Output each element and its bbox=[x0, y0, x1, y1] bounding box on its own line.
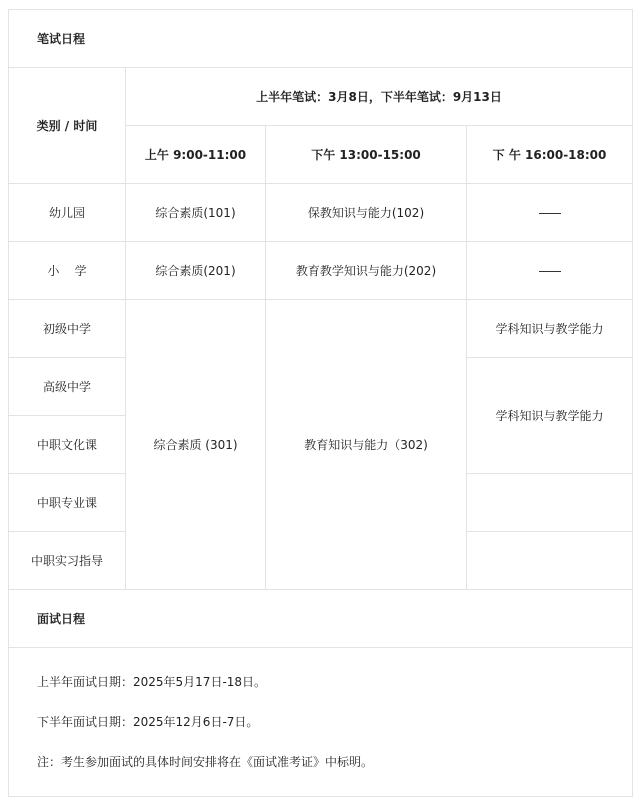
row-label-junior: 初级中学 bbox=[9, 300, 126, 358]
not-applicable-dash bbox=[539, 271, 561, 272]
interview-first-half: 上半年面试日期：2025年5月17日-18日。 bbox=[37, 675, 267, 689]
exam-schedule-table bbox=[8, 9, 633, 797]
cell-kindergarten-afternoon2 bbox=[467, 184, 633, 242]
written-exam-title: 笔试日程 bbox=[9, 10, 633, 68]
cell-primary-morning: 综合素质(201) bbox=[126, 242, 266, 300]
afternoon-session-2-header: 下 午 16:00-18:00 bbox=[467, 126, 633, 184]
afternoon-session-1-header: 下午 13:00-15:00 bbox=[266, 126, 467, 184]
cell-junior-afternoon2: 学科知识与教学能力 bbox=[467, 300, 633, 358]
row-label-voc-major: 中职专业课 bbox=[9, 474, 126, 532]
cell-voc-practice-afternoon2 bbox=[467, 532, 633, 590]
row-label-voc-practice: 中职实习指导 bbox=[9, 532, 126, 590]
cell-primary-afternoon2 bbox=[467, 242, 633, 300]
cell-secondary-morning: 综合素质 (301) bbox=[126, 300, 266, 590]
category-time-header: 类别 / 时间 bbox=[9, 68, 126, 184]
table-row bbox=[9, 184, 633, 242]
cell-kindergarten-morning: 综合素质(101) bbox=[126, 184, 266, 242]
not-applicable-dash bbox=[539, 213, 561, 214]
interview-title: 面试日程 bbox=[9, 590, 633, 648]
interview-details bbox=[9, 648, 633, 797]
cell-primary-afternoon1: 教育教学知识与能力(202) bbox=[266, 242, 467, 300]
table-row bbox=[9, 242, 633, 300]
interview-second-half: 下半年面试日期：2025年12月6日-7日。 bbox=[37, 715, 259, 729]
row-label-senior: 高级中学 bbox=[9, 358, 126, 416]
morning-session-header: 上午 9:00-11:00 bbox=[126, 126, 266, 184]
row-label-primary: 小 学 bbox=[9, 242, 126, 300]
cell-kindergarten-afternoon1: 保教知识与能力(102) bbox=[266, 184, 467, 242]
written-dates-header: 上半年笔试：3月8日，下半年笔试：9月13日 bbox=[126, 68, 633, 126]
cell-voc-major-afternoon2 bbox=[467, 474, 633, 532]
cell-senior-voc-culture-afternoon2: 学科知识与教学能力 bbox=[467, 358, 633, 474]
cell-secondary-afternoon1: 教育知识与能力（302) bbox=[266, 300, 467, 590]
table-row bbox=[9, 300, 633, 358]
interview-note: 注：考生参加面试的具体时间安排将在《面试准考证》中标明。 bbox=[37, 755, 374, 769]
row-label-voc-culture: 中职文化课 bbox=[9, 416, 126, 474]
row-label-kindergarten: 幼儿园 bbox=[9, 184, 126, 242]
